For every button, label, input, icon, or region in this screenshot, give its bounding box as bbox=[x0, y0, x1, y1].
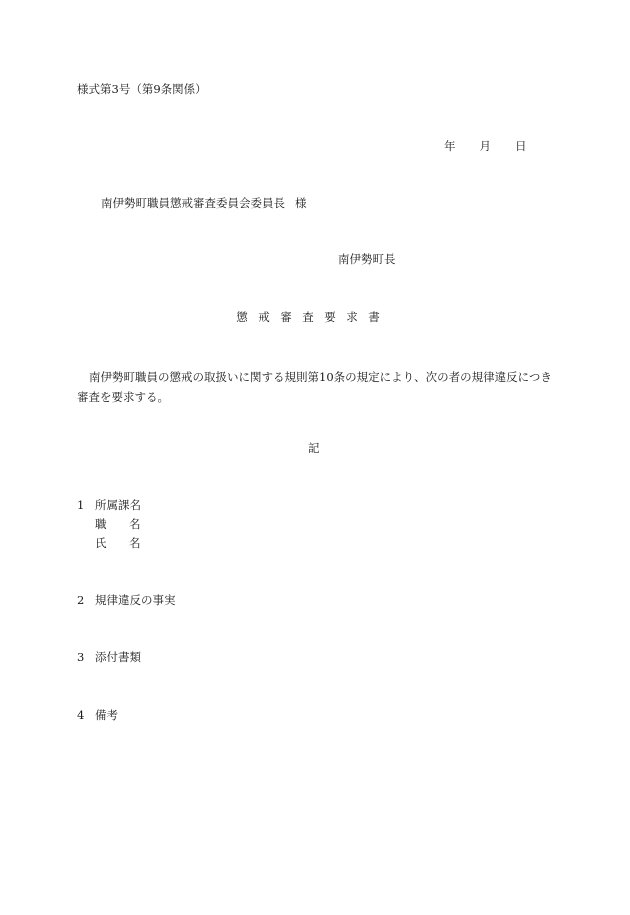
body-paragraph: 南伊勢町職員の懲戒の取扱いに関する規則第10条の規定により、次の者の規律違反につき審査を要求する。 bbox=[77, 370, 552, 404]
item-remarks bbox=[77, 710, 118, 722]
title-char: 要 bbox=[324, 310, 336, 324]
item-number: 2 bbox=[77, 593, 85, 607]
item-number: 4 bbox=[77, 708, 85, 722]
item-label: 備考 bbox=[95, 708, 118, 722]
date-day: 日 bbox=[515, 139, 527, 153]
date-month: 月 bbox=[479, 139, 491, 153]
sub-item-char: 名 bbox=[129, 536, 141, 550]
form-number: 様式第3号（第9条関係） bbox=[77, 82, 207, 96]
item-number: 3 bbox=[77, 650, 85, 664]
item-label: 規律違反の事実 bbox=[95, 593, 176, 607]
sender: 南伊勢町長 bbox=[338, 252, 396, 266]
title-char: 求 bbox=[346, 310, 358, 324]
sub-item-char: 氏 bbox=[95, 536, 107, 550]
date-line bbox=[444, 141, 527, 153]
item-attachments bbox=[77, 652, 141, 664]
addressee-name: 南伊勢町職員懲戒審査委員会委員長 bbox=[101, 196, 285, 210]
title-char: 査 bbox=[302, 310, 314, 324]
item-label: 添付書類 bbox=[95, 650, 141, 664]
addressee bbox=[101, 198, 307, 210]
sub-item-name bbox=[95, 538, 141, 550]
title-char: 戒 bbox=[258, 310, 270, 324]
item-violation-facts bbox=[77, 595, 176, 607]
addressee-honorific: 様 bbox=[295, 196, 307, 210]
item-affiliation bbox=[77, 500, 141, 512]
title-char: 書 bbox=[368, 310, 380, 324]
sub-item-char: 名 bbox=[129, 517, 141, 531]
title-char: 懲 bbox=[236, 310, 248, 324]
sub-item-position bbox=[95, 519, 141, 531]
sub-item-char: 職 bbox=[95, 517, 107, 531]
ki-heading: 記 bbox=[308, 441, 320, 455]
date-year: 年 bbox=[444, 139, 456, 153]
item-label: 所属課名 bbox=[95, 498, 141, 512]
document-title bbox=[236, 312, 380, 324]
title-char: 審 bbox=[280, 310, 292, 324]
item-number: 1 bbox=[77, 498, 85, 512]
